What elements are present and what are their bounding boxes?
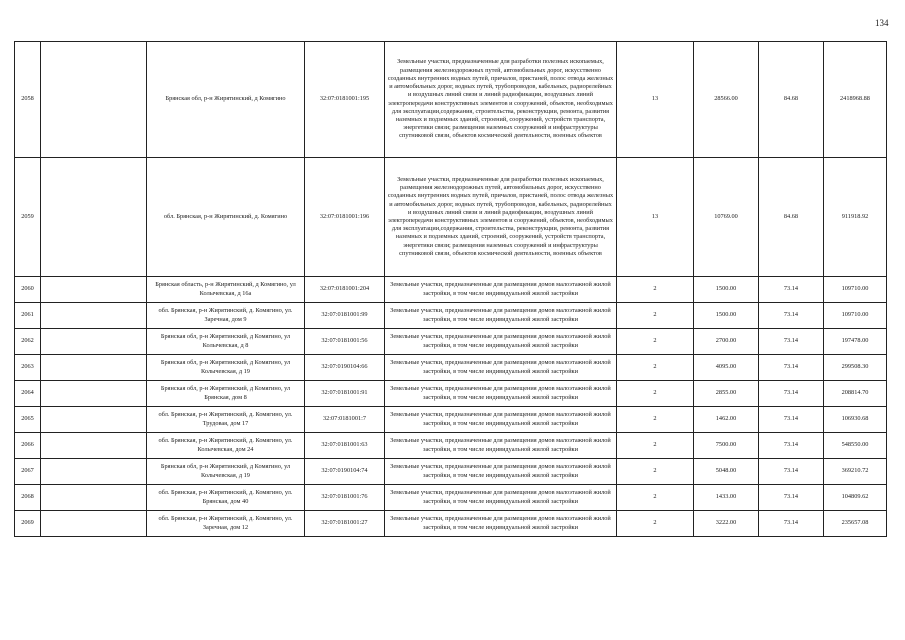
row-number-cell: 2065	[15, 407, 41, 433]
table-row	[15, 277, 887, 303]
cadastral-number-cell: 32:07:0190104:74	[305, 459, 385, 485]
cadastral-value-cell: 109710.00	[824, 277, 887, 303]
land-use-cell: Земельные участки, предназначенные для размещения домов малоэтажной жилой застройки, в том числе индивидуальной жилой застройки	[385, 511, 617, 537]
address-cell: обл. Брянская, р-н Жирятинский, д. Комягино, ул. Брянская, дом 40	[147, 485, 305, 511]
table-row	[15, 381, 887, 407]
group-cell: 2	[617, 459, 694, 485]
row-number-cell: 2063	[15, 355, 41, 381]
rate-cell: 73.14	[759, 511, 824, 537]
row-number-cell: 2062	[15, 329, 41, 355]
page-number: 134	[875, 18, 889, 28]
area-cell: 28566.00	[694, 42, 759, 158]
land-use-cell: Земельные участки, предназначенные для размещения домов малоэтажной жилой застройки, в том числе индивидуальной жилой застройки	[385, 407, 617, 433]
area-cell: 1500.00	[694, 303, 759, 329]
address-cell: обл. Брянская, р-н Жирятинский, д. Комягино, ул. Трудовая, дом 17	[147, 407, 305, 433]
row-number-cell: 2059	[15, 158, 41, 277]
row-number-cell: 2061	[15, 303, 41, 329]
row-number-cell: 2058	[15, 42, 41, 158]
group-cell: 2	[617, 433, 694, 459]
rate-cell: 73.14	[759, 433, 824, 459]
cadastral-value-cell: 235657.08	[824, 511, 887, 537]
empty-cell	[41, 158, 147, 277]
group-cell: 2	[617, 355, 694, 381]
rate-cell: 73.14	[759, 381, 824, 407]
rate-cell: 73.14	[759, 407, 824, 433]
group-cell: 2	[617, 381, 694, 407]
group-cell: 2	[617, 511, 694, 537]
rate-cell: 73.14	[759, 459, 824, 485]
area-cell: 1433.00	[694, 485, 759, 511]
cadastral-value-cell: 208814.70	[824, 381, 887, 407]
cadastral-number-cell: 32:07:0181001:195	[305, 42, 385, 158]
land-use-cell: Земельные участки, предназначенные для разработки полезных ископаемых, размещения железнодорожных путей, автомобильных дорог, искусственно созданных внутренних водных путей, причалов, пристаней, полос отвода железных и автомобильных дорог, водных путей, трубопроводов, кабельных, радиорелейных и воздушных линий связи и линий радиофикации, воздушных линий электропередачи конструктивных элементов и сооружений, объектов, необходимых для эксплуатации,содержания, строительства, реконструкции, ремонта, развития наземных и подземных зданий, строений, сооружений, устройств транспорта, энергетики связи; размещения наземных сооружений и инфраструктуры спутниковой связи, объектов космической деятельности, военных объектов	[385, 158, 617, 277]
rate-cell: 73.14	[759, 303, 824, 329]
cadastral-number-cell: 32:07:0181001:63	[305, 433, 385, 459]
row-number-cell: 2066	[15, 433, 41, 459]
cadastral-value-cell: 106930.68	[824, 407, 887, 433]
area-cell: 2700.00	[694, 329, 759, 355]
cadastral-number-cell: 32:07:0181001:27	[305, 511, 385, 537]
table-row	[15, 42, 887, 158]
rate-cell: 73.14	[759, 329, 824, 355]
cadastral-value-cell: 197478.00	[824, 329, 887, 355]
group-cell: 2	[617, 303, 694, 329]
area-cell: 1462.00	[694, 407, 759, 433]
cadastral-value-cell: 299508.30	[824, 355, 887, 381]
empty-cell	[41, 485, 147, 511]
cadastral-number-cell: 32:07:0181001:76	[305, 485, 385, 511]
group-cell: 13	[617, 42, 694, 158]
table-row	[15, 433, 887, 459]
table-row	[15, 485, 887, 511]
area-cell: 2855.00	[694, 381, 759, 407]
group-cell: 2	[617, 485, 694, 511]
table-row	[15, 407, 887, 433]
empty-cell	[41, 381, 147, 407]
address-cell: Брянская обл, р-н Жирятинский, д Комягино	[147, 42, 305, 158]
land-use-cell: Земельные участки, предназначенные для размещения домов малоэтажной жилой застройки, в том числе индивидуальной жилой застройки	[385, 459, 617, 485]
area-cell: 1500.00	[694, 277, 759, 303]
rate-cell: 73.14	[759, 485, 824, 511]
empty-cell	[41, 433, 147, 459]
row-number-cell: 2064	[15, 381, 41, 407]
empty-cell	[41, 42, 147, 158]
address-cell: Брянская обл, р-н Жирятинский, д Комягино, ул Колычевская, д 19	[147, 459, 305, 485]
cadastral-value-cell: 369210.72	[824, 459, 887, 485]
group-cell: 2	[617, 277, 694, 303]
area-cell: 7500.00	[694, 433, 759, 459]
empty-cell	[41, 355, 147, 381]
cadastral-number-cell: 32:07:0181001:99	[305, 303, 385, 329]
cadastral-number-cell: 32:07:0181001:7	[305, 407, 385, 433]
group-cell: 2	[617, 407, 694, 433]
rate-cell: 84.68	[759, 158, 824, 277]
land-use-cell: Земельные участки, предназначенные для размещения домов малоэтажной жилой застройки, в том числе индивидуальной жилой застройки	[385, 433, 617, 459]
address-cell: обл. Брянская, р-н Жирятинский, д. Комягино, ул. Заречная, дом 12	[147, 511, 305, 537]
address-cell: обл. Брянская, р-н Жирятинский, д. Комягино	[147, 158, 305, 277]
group-cell: 13	[617, 158, 694, 277]
cadastral-number-cell: 32:07:0181001:91	[305, 381, 385, 407]
cadastral-number-cell: 32:07:0181001:196	[305, 158, 385, 277]
rate-cell: 84.68	[759, 42, 824, 158]
address-cell: обл. Брянская, р-н Жирятинский, д. Комягино, ул. Заречная, дом 9	[147, 303, 305, 329]
row-number-cell: 2060	[15, 277, 41, 303]
empty-cell	[41, 277, 147, 303]
land-use-cell: Земельные участки, предназначенные для размещения домов малоэтажной жилой застройки, в том числе индивидуальной жилой застройки	[385, 355, 617, 381]
land-use-cell: Земельные участки, предназначенные для разработки полезных ископаемых, размещения железнодорожных путей, автомобильных дорог, искусственно созданных внутренних водных путей, причалов, пристаней, полос отвода железных и автомобильных дорог, водных путей, трубопроводов, кабельных, радиорелейных и воздушных линий связи и линий радиофикации, воздушных линий электропередачи конструктивных элементов и сооружений, объектов, необходимых для эксплуатации,содержания, строительства, реконструкции, ремонта, развития наземных и подземных зданий, строений, сооружений, устройств транспорта, энергетики связи; размещения наземных сооружений и инфраструктуры спутниковой связи, объектов космической деятельности, военных объектов	[385, 42, 617, 158]
table-row	[15, 355, 887, 381]
empty-cell	[41, 459, 147, 485]
land-use-cell: Земельные участки, предназначенные для размещения домов малоэтажной жилой застройки, в том числе индивидуальной жилой застройки	[385, 277, 617, 303]
area-cell: 3222.00	[694, 511, 759, 537]
land-use-cell: Земельные участки, предназначенные для размещения домов малоэтажной жилой застройки, в том числе индивидуальной жилой застройки	[385, 381, 617, 407]
cadastral-value-cell: 548550.00	[824, 433, 887, 459]
area-cell: 4095.00	[694, 355, 759, 381]
rate-cell: 73.14	[759, 277, 824, 303]
row-number-cell: 2068	[15, 485, 41, 511]
empty-cell	[41, 303, 147, 329]
group-cell: 2	[617, 329, 694, 355]
cadastral-value-table	[14, 41, 887, 537]
table-row	[15, 158, 887, 277]
address-cell: Брянская обл, р-н Жирятинский, д Комягино, ул Колычевская, д 19	[147, 355, 305, 381]
address-cell: Брянская область, р-н Жирятинский, д Комягино, ул Колычевская, д 16а	[147, 277, 305, 303]
row-number-cell: 2067	[15, 459, 41, 485]
address-cell: Брянская обл, р-н Жирятинский, д Комягино, ул Колычевская, д 8	[147, 329, 305, 355]
row-number-cell: 2069	[15, 511, 41, 537]
empty-cell	[41, 407, 147, 433]
land-use-cell: Земельные участки, предназначенные для размещения домов малоэтажной жилой застройки, в том числе индивидуальной жилой застройки	[385, 485, 617, 511]
table-row	[15, 459, 887, 485]
table-row	[15, 329, 887, 355]
address-cell: Брянская обл, р-н Жирятинский, д Комягино, ул Брянская, дом 8	[147, 381, 305, 407]
cadastral-value-cell: 109710.00	[824, 303, 887, 329]
land-use-cell: Земельные участки, предназначенные для размещения домов малоэтажной жилой застройки, в том числе индивидуальной жилой застройки	[385, 303, 617, 329]
cadastral-number-cell: 32:07:0190104:66	[305, 355, 385, 381]
address-cell: обл. Брянская, р-н Жирятинский, д. Комягино, ул. Колычевская, дом 24	[147, 433, 305, 459]
cadastral-value-cell: 104809.62	[824, 485, 887, 511]
cadastral-value-cell: 911918.92	[824, 158, 887, 277]
land-use-cell: Земельные участки, предназначенные для размещения домов малоэтажной жилой застройки, в том числе индивидуальной жилой застройки	[385, 329, 617, 355]
cadastral-number-cell: 32:07:0181001:204	[305, 277, 385, 303]
area-cell: 10769.00	[694, 158, 759, 277]
table-row	[15, 303, 887, 329]
table-row	[15, 511, 887, 537]
cadastral-number-cell: 32:07:0181001:56	[305, 329, 385, 355]
table-body	[15, 42, 887, 537]
empty-cell	[41, 511, 147, 537]
empty-cell	[41, 329, 147, 355]
cadastral-value-cell: 2418968.88	[824, 42, 887, 158]
area-cell: 5048.00	[694, 459, 759, 485]
rate-cell: 73.14	[759, 355, 824, 381]
